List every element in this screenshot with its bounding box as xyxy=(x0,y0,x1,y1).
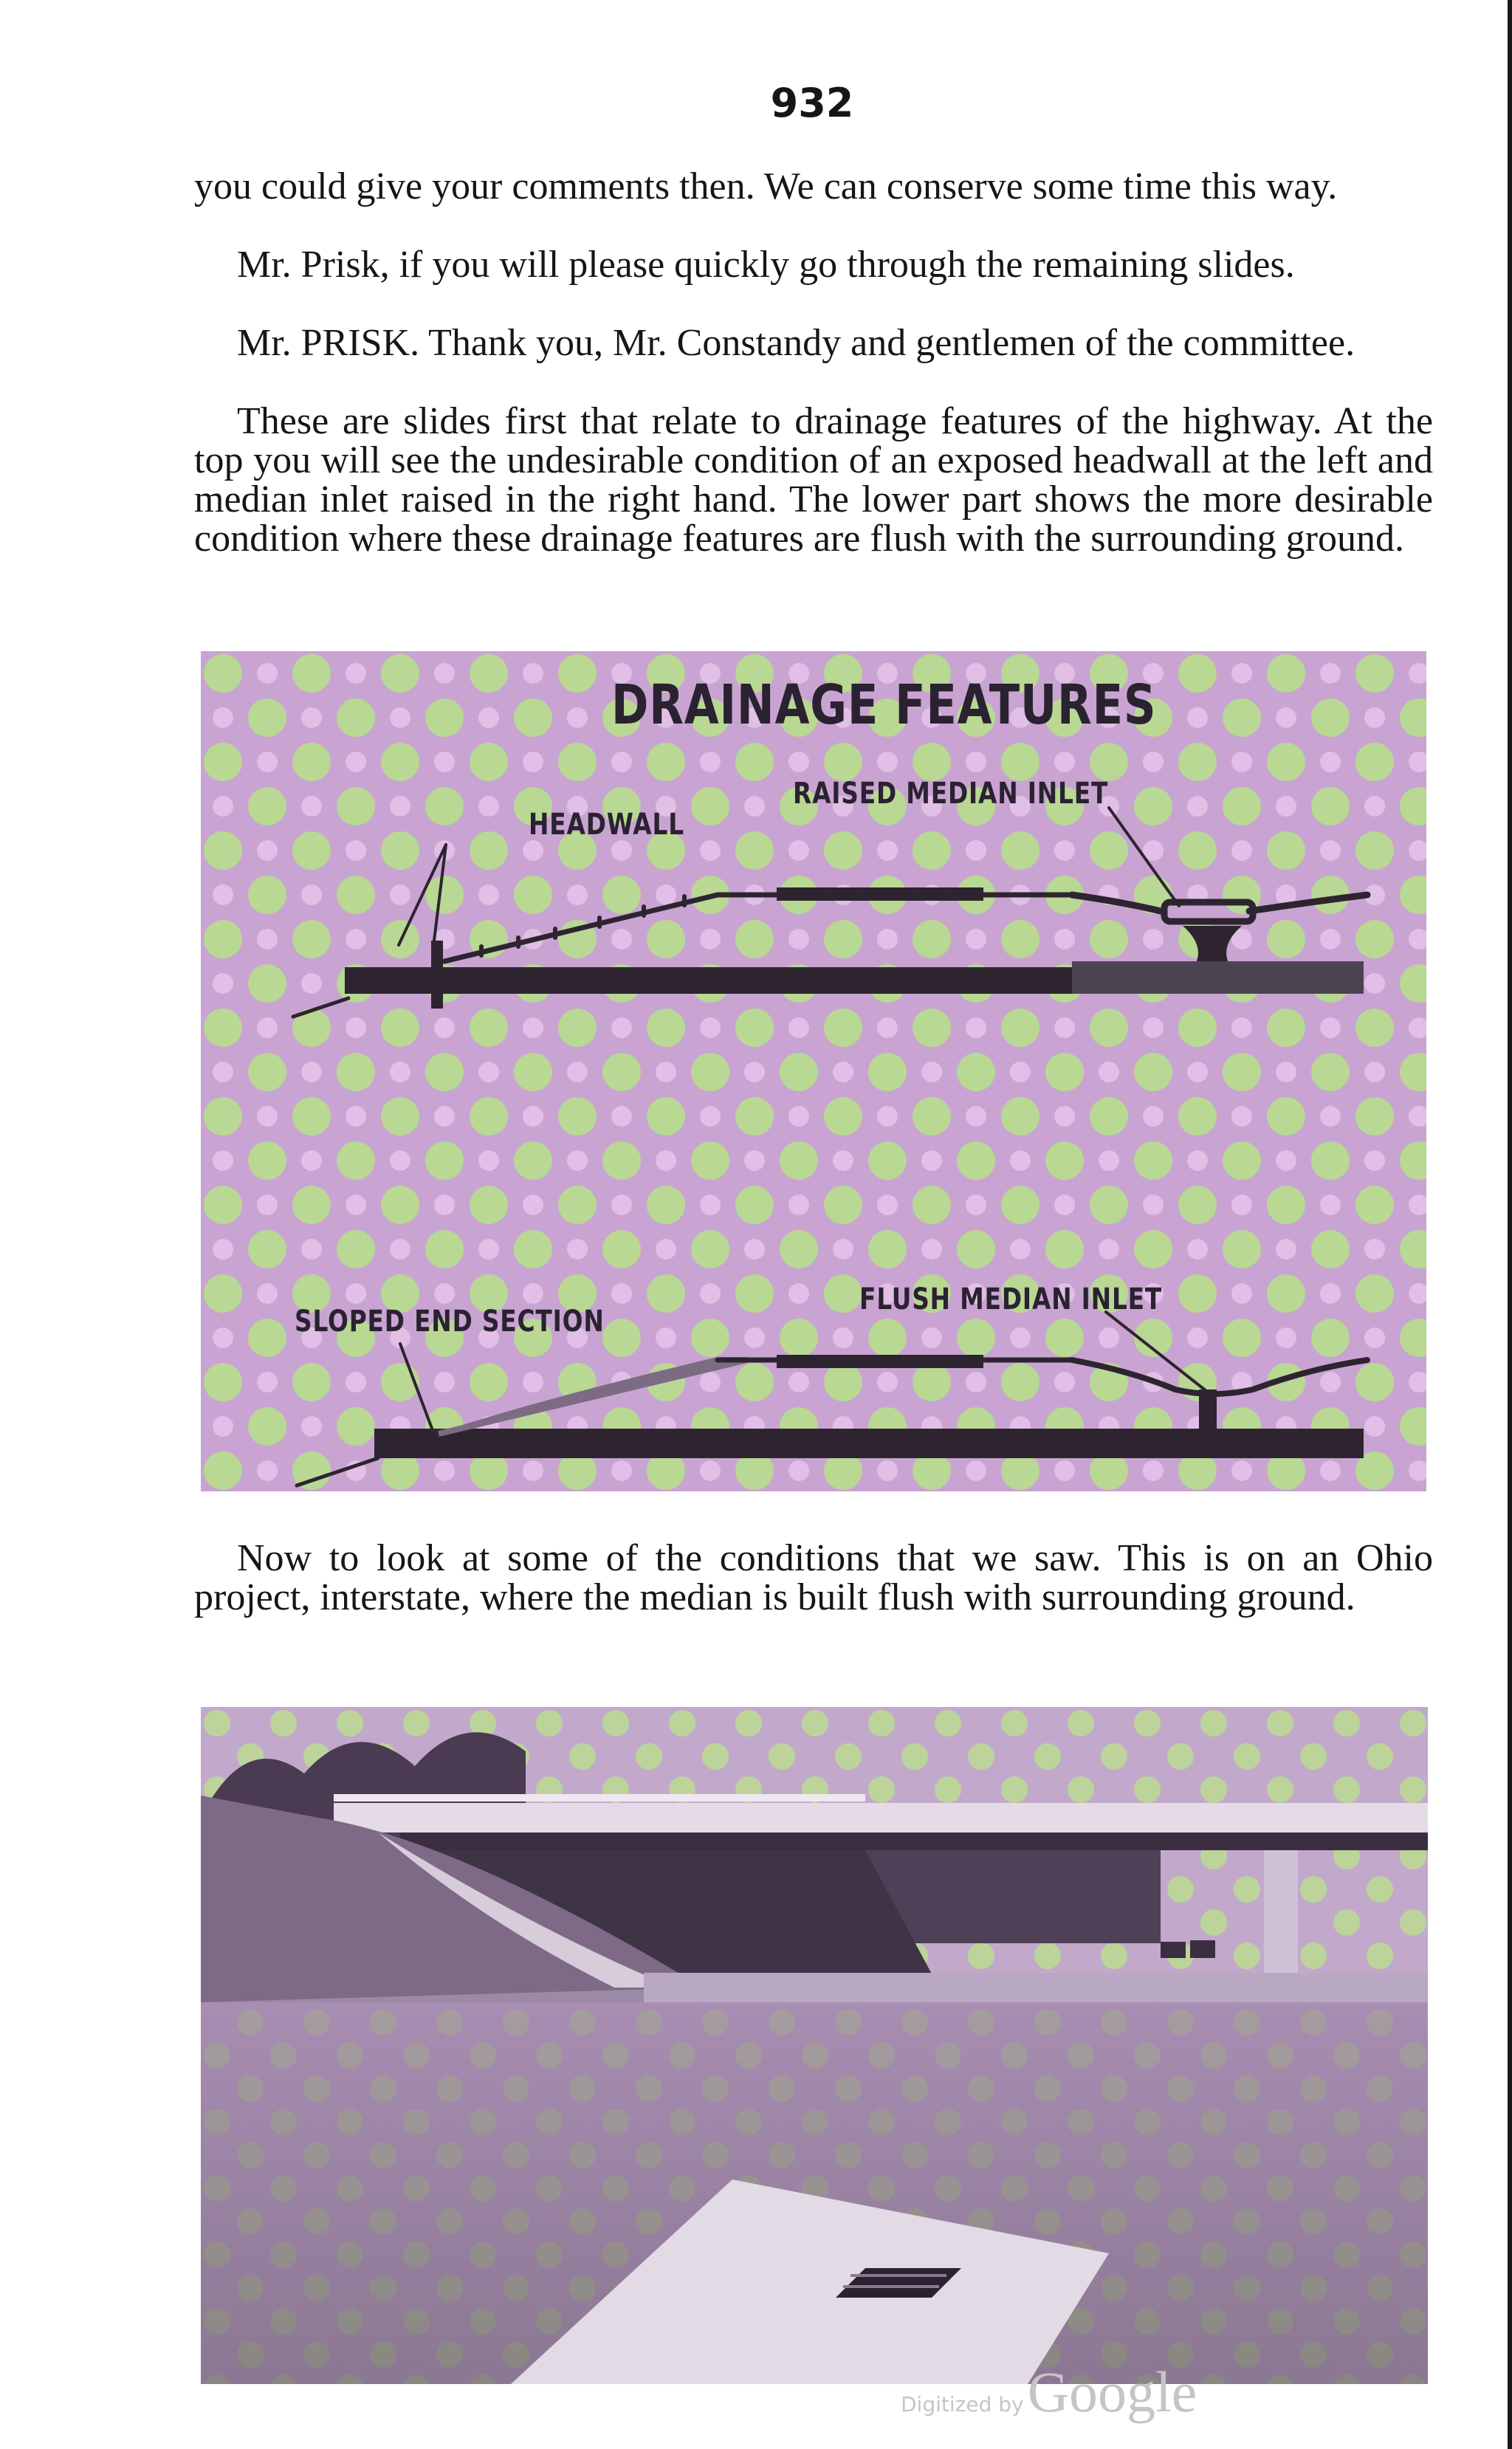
slide-title: DRAINAGE FEATURES xyxy=(611,673,1157,737)
ohio-interstate-photo xyxy=(201,1707,1428,2384)
label-raised-median-inlet: RAISED MEDIAN INLET xyxy=(793,777,1109,811)
photo-illustration xyxy=(201,1707,1428,2384)
google-logo: Google xyxy=(1027,2360,1197,2424)
watermark-prefix: Digitized by xyxy=(901,2392,1024,2417)
label-sloped-end-section: SLOPED END SECTION xyxy=(295,1305,605,1339)
drainage-features-slide xyxy=(201,651,1426,1491)
paragraph-1: you could give your comments then. We can conserve some time this way. xyxy=(194,165,1338,207)
page-number: 932 xyxy=(770,80,854,126)
paragraph-3: Mr. PRISK. Thank you, Mr. Constandy and gentlemen of the committee. xyxy=(237,322,1355,364)
paragraph-2: Mr. Prisk, if you will please quickly go through the remaining slides. xyxy=(237,244,1295,286)
google-watermark xyxy=(901,2359,1197,2425)
paragraph-4: These are slides first that relate to drainage features of the highway. At the top you will see the undesirable condition of an exposed headwall at the left and median inlet raised in the right hand. The lower part shows the more desirable condition where these drainage features are flush with the surrounding ground. xyxy=(194,400,1433,560)
label-headwall: HEADWALL xyxy=(529,808,684,842)
label-flush-median-inlet: FLUSH MEDIAN INLET xyxy=(859,1282,1163,1316)
paragraph-5: Now to look at some of the conditions that we saw. This is on an Ohio project, interstate, where the median is built flush with surrounding ground. xyxy=(194,1537,1433,1618)
page-edge xyxy=(1508,0,1512,2449)
